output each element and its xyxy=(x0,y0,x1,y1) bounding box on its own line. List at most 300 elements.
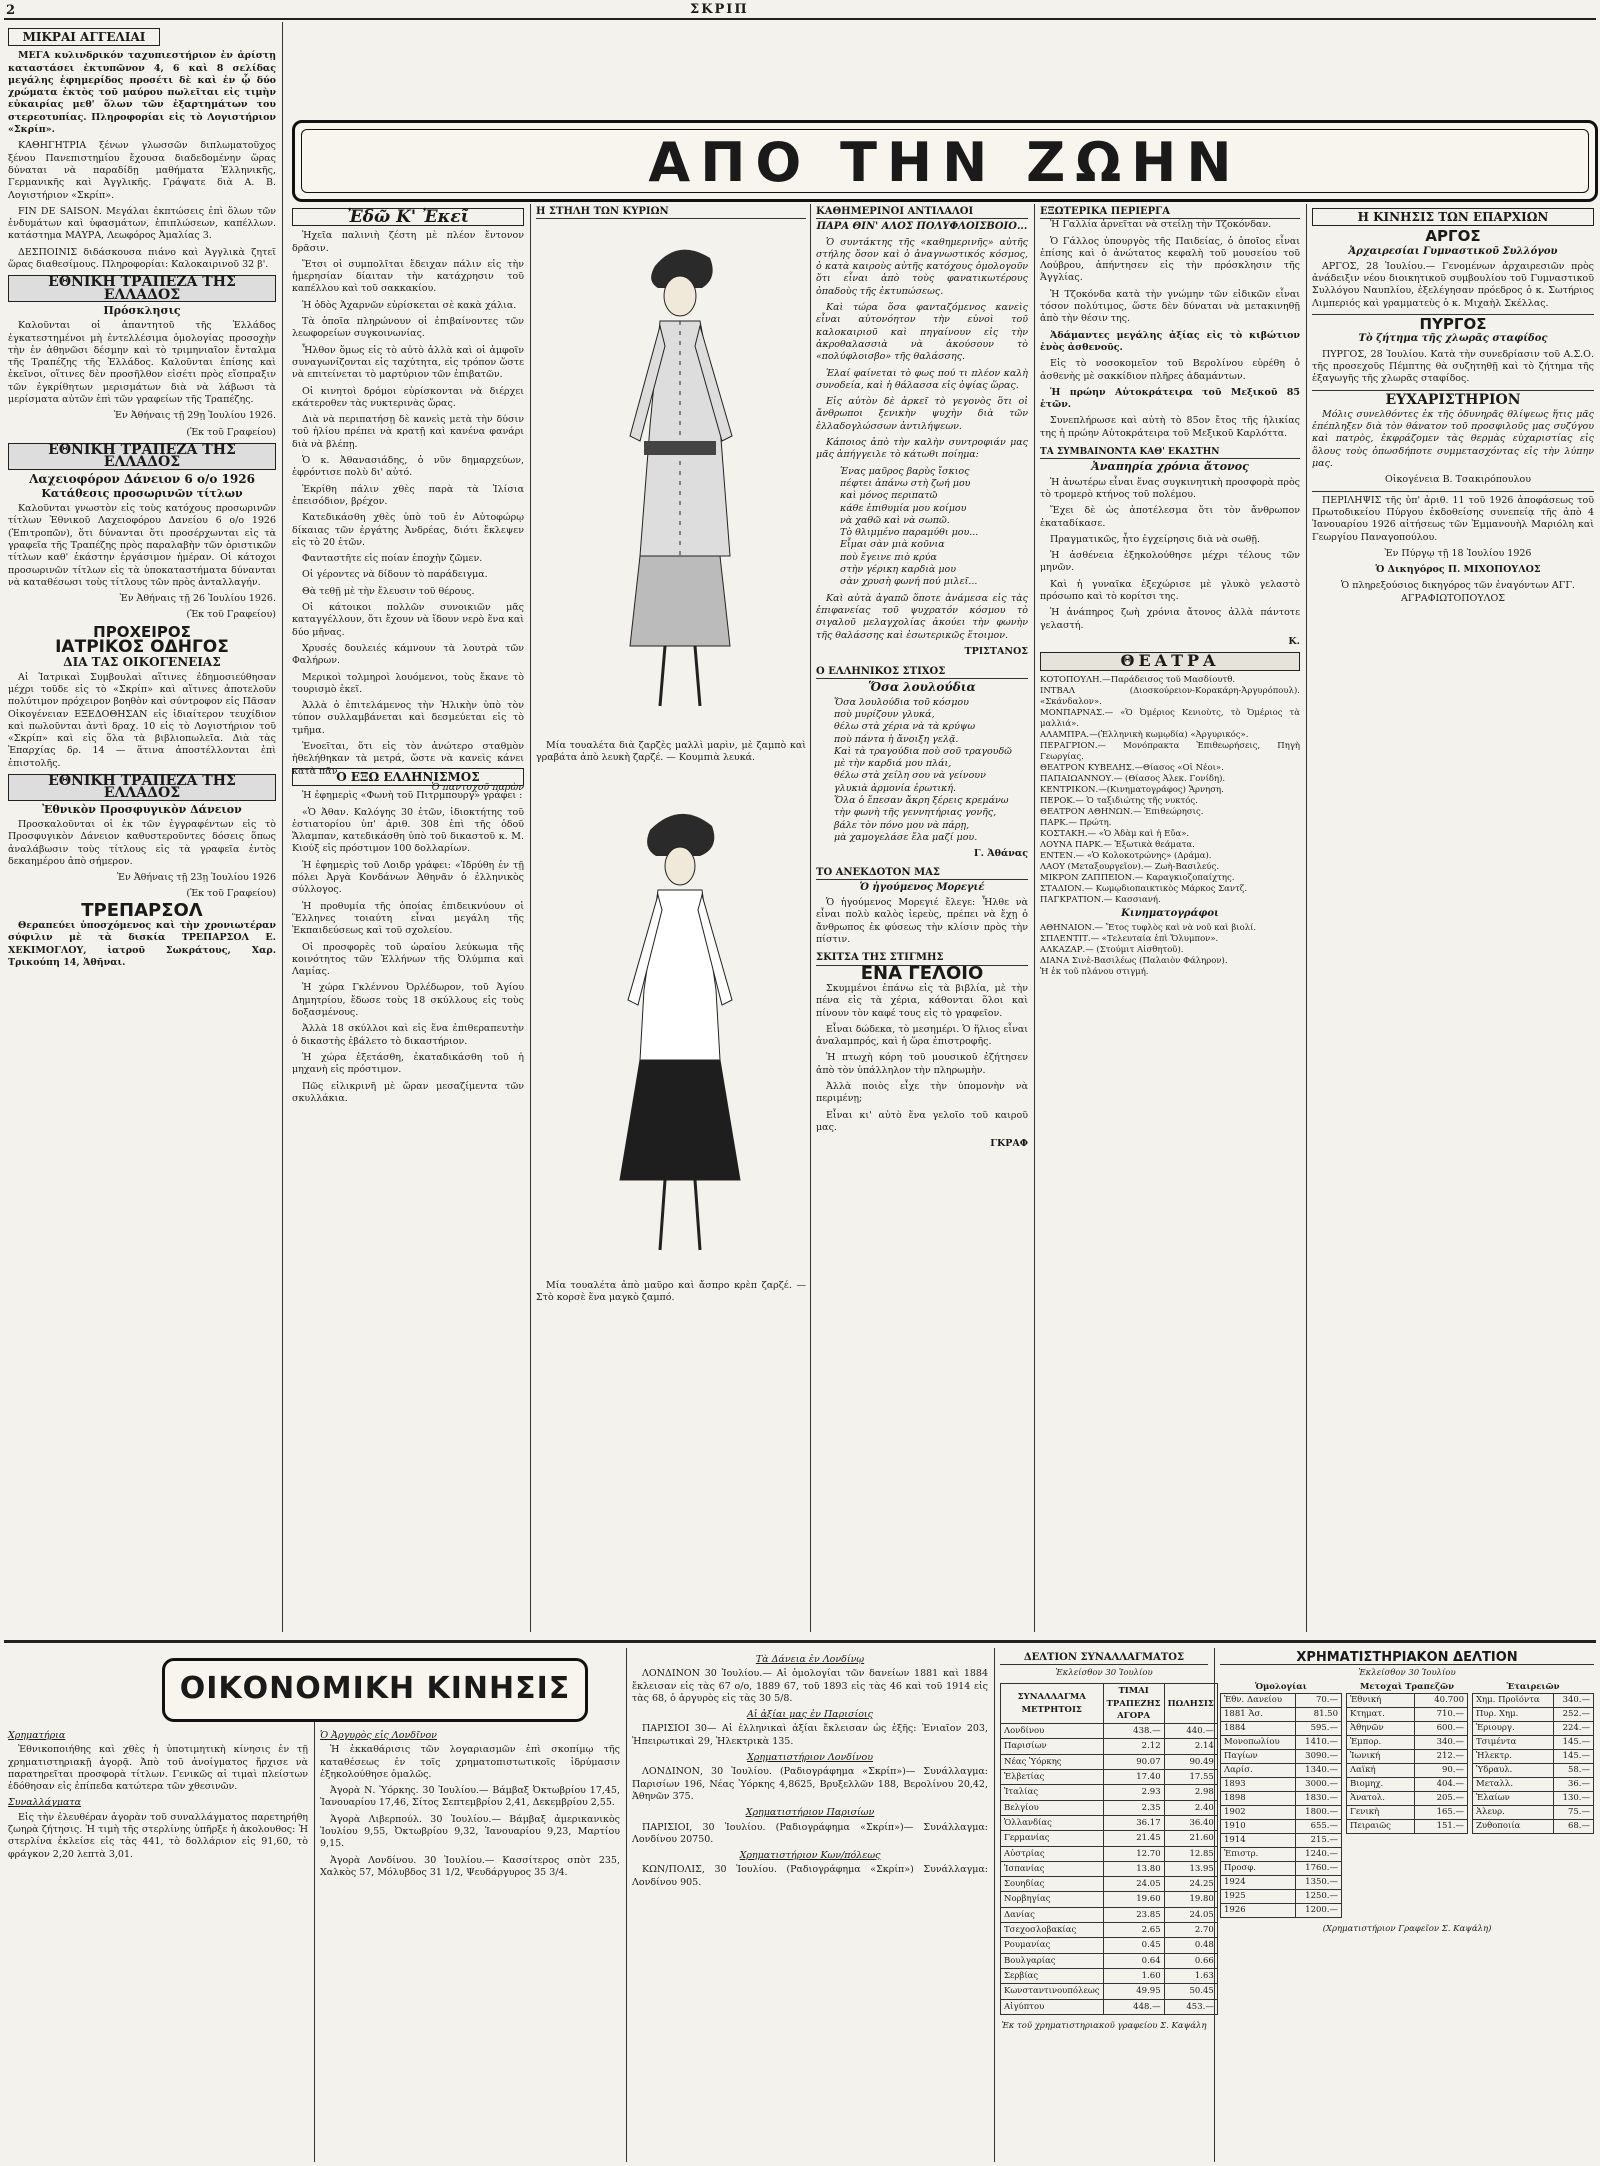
cinema-item: Ἡ ἐκ τοῦ πλάνου στιγμή. xyxy=(1040,966,1149,977)
table-cell: 2.14 xyxy=(1164,1739,1217,1754)
quote-cell: Ἰωνική xyxy=(1347,1750,1415,1764)
paragraph: Θὰ τεθῇ μὲ τὴν ἔλευσιν τοῦ θέρους. xyxy=(302,585,475,597)
quote-cell: Ἠλεκτρ. xyxy=(1473,1750,1554,1764)
deltion-footer: Ἐκ τοῦ χρηματιστηριακοῦ γραφείου Σ. Καψάλη xyxy=(1001,2020,1207,2031)
anekdoton-body: Ὁ ἡγούμενος Μορεγιέ ἔλεγε: Ἦλθε νὰ εἶναι πολὺ καλὸς ἱερεὺς, πρέπει νὰ ἔχῃ ὁ ἄνθρωπος ἐκ φύσεως τὴν κλίσιν πρὸς τὴν πίστιν. xyxy=(816,897,1028,946)
anekdoton-title: ΤΟ ΑΝΕΚΔΟΤΟΝ ΜΑΣ xyxy=(816,867,1028,880)
divider xyxy=(1306,204,1307,1632)
table-cell: Τσεχοσλοβακίας xyxy=(1001,1923,1104,1938)
theatre-item: ΠΑΓΚΡΑΤΙΟΝ.— Κασσιανή. xyxy=(1040,894,1161,905)
table-cell: Ἰταλίας xyxy=(1001,1785,1104,1800)
quote-cell: 1340.— xyxy=(1296,1764,1342,1778)
finance-col2 xyxy=(320,1726,620,2156)
thanks-signature: Οἰκογένεια Β. Τσακιρόπουλου xyxy=(1384,474,1532,486)
divider xyxy=(314,1722,315,2162)
quote-cell: 81.50 xyxy=(1296,1708,1342,1722)
poem-line: Ἐνας μαῦρος βαρὺς ἴσκιος xyxy=(840,465,970,477)
paragraph: Ἡ ἀσθένεια ἐξηκολούθησε μέχρι τέλους τῶν μηνῶν. xyxy=(1040,550,1300,574)
finance-col3-title2: Αἱ ἀξίαι μας ἐν Παρισίοις xyxy=(747,1709,873,1721)
fashion-caption-2 xyxy=(536,1280,806,1320)
table-row xyxy=(1001,1785,1218,1800)
stichos-title: Ο ΕΛΛΗΝΙΚΟΣ ΣΤΙΧΟΣ xyxy=(816,666,1028,679)
symvainta-subtitle: Ἀναπηρία χρόνια ἄτονος xyxy=(1091,460,1249,474)
table-row xyxy=(1001,1739,1218,1754)
quote-cell: 1893 xyxy=(1221,1778,1296,1792)
poem-line: ποὺ μυρίζουν γλυκά, xyxy=(834,708,935,720)
paragraph: Ἡ ἀνάπηρος ζωὴ χρόνια ἄτονος ἀλλὰ πάντοτε γελαστή. xyxy=(1040,607,1300,631)
quote-cell: 404.— xyxy=(1415,1778,1468,1792)
quote-columns xyxy=(1220,1682,1594,1918)
chrimatistiriakon-column xyxy=(1220,1650,1594,2156)
poem-line: Εἶμαι σὰν μιὰ κοῦνια xyxy=(840,539,945,551)
quote-cell: 70.— xyxy=(1296,1694,1342,1708)
table-row xyxy=(1001,1923,1218,1938)
paragraph: Εἰς αὐτὸν δὲ ἀρκεῖ τὸ γεγονὸς ὅτι οἱ ἄνθρωποι ξενικὴν ψυχὴν διὰ τῶν ἑλλαδογλώσσων ἀντιλήψεων. xyxy=(816,396,1028,432)
paragraph: Ἡ χώρα ἐξετάσθη, ἐκαταδικάσθη τοῦ ἡ μηχανὴ εἰς πρόστιμον. xyxy=(292,1051,524,1076)
deltion-table xyxy=(1000,1683,1218,2015)
theatre-item: ΜΙΚΡΟΝ ΖΑΠΠΕΙΟΝ.— Καραγκιοζοπαίχτης. xyxy=(1040,872,1235,883)
quote-cell: 1800.— xyxy=(1296,1806,1342,1820)
table-cell: 24.05 xyxy=(1103,1877,1164,1892)
quote-row xyxy=(1221,1806,1342,1820)
poem-line: βάλε τὸν πόνο μου νὰ πάρῃ, xyxy=(834,819,970,831)
bank-notice-source: (Ἐκ τοῦ Γραφείου) xyxy=(186,426,276,438)
quote-cell: 1898 xyxy=(1221,1792,1296,1806)
finance-col1-body: Ἐθνικοποιήθης καὶ χθὲς ἡ ὑποτιμητικὴ κίνησις ἐν τῇ χρηματιστηριακῇ ἀγορᾷ. Ἀπὸ τοῦ ἀνοίγματος ἤρχισε νὰ παρατηρεῖται προσφορὰ τίτλων. Γενικῶς αἱ τιμαὶ πλείστων ἐδόθησαν εἰς ἐπίπεδα κατώτερα τῶν χθεσινῶν. xyxy=(8,1744,308,1793)
pyrgos-subtitle: Τὸ ζήτημα τῆς χλωρᾶς σταφίδος xyxy=(1358,333,1548,345)
quote-cell: 1926 xyxy=(1221,1904,1296,1918)
quote-cell: 1902 xyxy=(1221,1806,1296,1820)
table-cell: 1.60 xyxy=(1103,1968,1164,1983)
loan-notice-title: ΕΘΝΙΚΗ ΤΡΑΠΕΖΑ ΤΗΣ ΕΛΛΑΔΟΣ xyxy=(8,774,276,801)
paragraph: Ἀδάμαντες μεγάλης ἀξίας εἰς τὸ κιβώτιον ἐνὸς ἀσθενοῦς. xyxy=(1040,329,1300,353)
paragraph: Συνεπλήρωσε καὶ αὐτὴ τὸ 85ον ἔτος τῆς ἡλικίας της ἡ πρώην Αὐτοκράτειρα τοῦ Μεξικοῦ Καρλόττα. xyxy=(1040,415,1300,439)
quote-cell: 1884 xyxy=(1221,1722,1296,1736)
paragraph: Φανταστῆτε εἰς ποίαν ἐποχὴν ζῶμεν. xyxy=(302,553,483,565)
edo-kei-signature: Ὁ παντοχοῦ παρὼν xyxy=(431,781,524,793)
eparchies-column xyxy=(1312,206,1594,1632)
quote-cell: Ἀλευρ. xyxy=(1473,1806,1554,1820)
loan-notice-source: (Ἐκ τοῦ Γραφείου) xyxy=(186,888,276,900)
table-cell: 21.60 xyxy=(1164,1831,1217,1846)
paragraph: Κάποιος ἀπὸ τὴν καλὴν συντροφιάν μας μᾶς ἀπήγγειλε τὸ κάτωθι ποίημα: xyxy=(816,437,1028,461)
paragraph: Ἡχεῖα παλινιὴ ζέστη μὲ πλέον ἔντονον δρᾶσιν. xyxy=(292,230,524,254)
table-cell: Νέας Ὑόρκης xyxy=(1001,1754,1104,1769)
bank-notice-body: Καλοῦνται οἱ ἀπαντητοῦ τῆς Ἑλλάδος ἐγκατεστημένοι μὴ ἐντελλέσιμα ὁμολογίας προσοχὴν τὴν ἐν ἀθηνῶσι δέσμην καὶ τὸ τριμηνιαῖον ἔνταλμα τῆς Τραπέζης τῆς Ἑλλάδος. Καλοῦνται ἐπίσης καὶ ἐκεῖνοι, οἵτινες δὲν προσῆλθον εἰσέτι πρὸς εἴσπραξιν τῶν ἐγκρίθητων μερισμάτων διὰ νὰ λάβωσι τὰ μερίσματα αὐτῶν ἐπὶ τῶν γραφείων τῆς Τραπέζης. xyxy=(8,320,276,406)
argos-subtitle: Ἀρχαιρεσίαι Γυμναστικοῦ Συλλόγου xyxy=(1348,245,1558,257)
table-cell: 24.25 xyxy=(1164,1877,1217,1892)
table-cell: 13.95 xyxy=(1164,1861,1217,1876)
theatre-item: ΘΕΑΤΡΟΝ ΑΘΗΝΩΝ.— Ἐπιθεώρησις. xyxy=(1040,806,1204,817)
finance-col2-title: Ὁ Ἀργυρὸς εἰς Λονδῖνον xyxy=(320,1730,437,1741)
table-cell: 2.70 xyxy=(1164,1923,1217,1938)
table-row xyxy=(1001,1892,1218,1907)
table-cell: Γερμανίας xyxy=(1001,1831,1104,1846)
table-cell: 21.45 xyxy=(1103,1831,1164,1846)
quote-cell: 224.— xyxy=(1554,1722,1594,1736)
quote-row xyxy=(1221,1722,1342,1736)
table-cell: 0.66 xyxy=(1164,1953,1217,1968)
left-column xyxy=(8,26,276,1626)
quote-col-title: Μετοχαὶ Τραπεζῶν xyxy=(1359,1682,1455,1693)
paragraph: Ἡ ἀνωτέρω εἶναι ἕνας συγκινητικὴ προσφορὰ πρὸς τὸ τρομερὸ κτήνος τοῦ πολέμου. xyxy=(1040,476,1300,500)
table-cell: 19.80 xyxy=(1164,1892,1217,1907)
quote-cell: 130.— xyxy=(1554,1792,1594,1806)
quote-row xyxy=(1473,1708,1594,1722)
table-row xyxy=(1001,1999,1218,2014)
paragraph: Εἶναι κι' αὐτὸ ἕνα γελοῖο τοῦ καιροῦ μας. xyxy=(816,1109,1028,1133)
stigmes-subtitle: ΕΝΑ ΓΕΛΟΙΟ xyxy=(860,962,984,984)
table-cell: 2.40 xyxy=(1164,1800,1217,1815)
table-cell: 0.64 xyxy=(1103,1953,1164,1968)
quote-cell: Ἐμπορ. xyxy=(1347,1736,1415,1750)
cinema-item: ΑΘΗΝΑΙΟΝ.— Ἔτος τυφλὸς καὶ νὰ νοῦ καὶ βιολί. xyxy=(1040,922,1257,933)
quote-cell: 212.— xyxy=(1415,1750,1468,1764)
quote-cell: Χημ. Προϊόντα xyxy=(1473,1694,1554,1708)
finance-col3-body4: ΠΑΡΙΣΙΟΙ, 30 Ἰουλίου. (Ραδιογράφημα «Σκρίπ»)— Συνάλλαγμα: Λονδίνου 20750. xyxy=(632,1821,988,1845)
caption: Μία τουαλέτα ἀπὸ μαῦρο καὶ ἄσπρο κρὲπ ζαρζέ. — Στὸ κορσὲ ἕνα μαγκὸ ζαμπό. xyxy=(536,1280,806,1304)
quote-table-c xyxy=(1472,1693,1594,1834)
paragraph: Οἱ κινητοὶ δρόμοι εὑρίσκονται νὰ διέρχει εκάτεροθεν τὰς νυκτερινὰς ὥρας. xyxy=(292,385,524,409)
paragraph: Ἡ ὁδὸς Ἀχαρνῶν εὑρίσκεται σὲ κακὰ χάλια. xyxy=(302,299,517,311)
paragraph: Ἀλλὰ ποιὸς εἶχε τὴν ὑπομονὴν νὰ περιμένῃ; xyxy=(816,1081,1028,1105)
table-cell: 1.63 xyxy=(1164,1968,1217,1983)
fashion-illustration-1 xyxy=(560,226,790,726)
quote-cell: 1881 Ἀσ. xyxy=(1221,1708,1296,1722)
table-cell: 23.85 xyxy=(1103,1907,1164,1922)
theatre-item: ΛΑΟΥ (Μεταξουργεῖον).— Ζωὴ-Βασιλεύς. xyxy=(1040,861,1220,872)
paragraph: Ἔχει δὲ ὡς ἀποτέλεσμα ὅτι τὸν ἄνθρωπον ἐκαταδίκασε. xyxy=(1040,505,1300,529)
table-cell: Δανίας xyxy=(1001,1907,1104,1922)
paragraph: Καὶ τώρα ὅσα φανταζόμενος κανεὶς εἶναι αὐτονόητον τὴν εὐνοὶ τοῦ καλοκαιριοῦ καὶ πηγαίνουν εἰς τὴν ἀκροθαλασσιὰ νὰ ἀκούσουν τὸ «πολύφλοισβο» τῆς θαλάσσης. xyxy=(816,302,1028,363)
quote-cell: Λαρίσ. xyxy=(1221,1764,1296,1778)
quote-cell: 1924 xyxy=(1221,1876,1296,1890)
table-cell: Ὁλλανδίας xyxy=(1001,1815,1104,1830)
table-cell: 36.17 xyxy=(1103,1815,1164,1830)
finance-col3 xyxy=(632,1650,988,2156)
table-cell: Παρισίων xyxy=(1001,1739,1104,1754)
table-cell: 19.60 xyxy=(1103,1892,1164,1907)
chrimatistiriakon-title: ΧΡΗΜΑΤΙΣΤΗΡΙΑΚΟΝ ΔΕΛΤΙΟΝ xyxy=(1220,1652,1594,1665)
quote-row xyxy=(1221,1862,1342,1876)
paragraph: Καὶ ἡ γυναῖκα ἐξεχώρισε μὲ γλυκὸ γελαστὸ πρόσωπο καὶ τὸ κορίτσι της. xyxy=(1040,578,1300,603)
bank-notice-signature: Ἐν Ἀθήναις τῇ 29ῃ Ἰουλίου 1926. xyxy=(113,410,276,422)
paragraph: Καὶ αὐτὰ ἀγαπῶ ὅποτε ἀνάμεσα εἰς τὰς ἐπιφανείας τοῦ ψυχρατόν κόσμου τὸ σιγαλοῦ μελαγχολίας ἀκούει τὴν φωνὴν τῆς θαλάσσης καὶ ἐσωτερικῶς ἕτοιμον. xyxy=(816,592,1028,641)
table-row xyxy=(1001,1877,1218,1892)
page-number: 2 xyxy=(6,3,16,18)
quote: Ἀγορὰ Ν. Ὑόρκης. 30 Ἰουλίου.— Βάμβαξ Ὀκτωβρίου 17,45, Ἰανουαρίου 17,46, Σίτος Σεπτεμβρίου 2,41, Δεκεμβρίου 2,55. xyxy=(320,1785,620,1809)
classified-ad: FIN DE SAISON. Μεγάλαι ἐκπτώσεις ἐπὶ ὅλων τῶν ἐνδυμάτων καὶ ὑφασμάτων, ἐπιπλώσεων, καπέλλων. κατάστημα ΜΑΥΡΑ, Λεωφόρος Ἀμαλίας 3. xyxy=(8,205,276,242)
quote-row xyxy=(1473,1778,1594,1792)
paragraph: Ὁ συντάκτης τῆς «καθημερινῆς» αὐτῆς στήλης ὅσον καὶ ὁ ἀναγνωστικός κόσμος, ὁ κατὰ καιροὺς αὐτῆς κατόχους ὁμολογοῦν ὅτι εἶναι ἀπὸ τοὺς φανατικωτέρους ὀπαδοὺς τῆς ἐκτυπώσεως. xyxy=(816,236,1028,297)
table-cell: 440.— xyxy=(1164,1724,1217,1739)
paragraph: Ἔτσι οἱ συμπολῖται ἔδειχαν πάλιν εἰς τὴν ἡμερησίαν δίαιταν τὴν κατάχρησιν τοῦ καπέλλου καὶ τοῦ σακκακίου. xyxy=(292,258,524,295)
quote-row xyxy=(1347,1806,1468,1820)
quote-cell: Μονοπωλίου xyxy=(1221,1736,1296,1750)
bank-notice-signature: Ἐν Ἀθήναις τῇ 26 Ἰουλίου 1926. xyxy=(119,593,276,605)
quote-row xyxy=(1473,1694,1594,1708)
quote-row xyxy=(1473,1792,1594,1806)
theatre-item: ΣΤΑΔΙΟΝ.— Κωμῳδιοπαικτικὸς Μάρκος Σαντζ. xyxy=(1040,883,1248,894)
table-row xyxy=(1001,1754,1218,1769)
table-cell: 17.40 xyxy=(1103,1770,1164,1785)
quote-row xyxy=(1221,1876,1342,1890)
quote-cell: 151.— xyxy=(1415,1820,1468,1834)
finance-col3-body1: ΛΟΝΔΙΝΟΝ 30 Ἰουλίου.— Αἱ ὁμολογίαι τῶν δανείων 1881 καὶ 1884 ἔκλεισαν εἰς τὰς 67 ο/ο, 1889 67, τοῦ 1893 εἰς τὰς 46 καὶ τοῦ 1914 εἰς τὰς 68, ὁ ἀργυρὸς εἰς τὰς 30 5/8. xyxy=(632,1668,988,1704)
oikonomiki-title: ΟΙΚΟΝΟΜΙΚΗ ΚΙΝΗΣΙΣ xyxy=(179,1671,571,1706)
quote-cell: Ἐπιστρ. xyxy=(1221,1848,1296,1862)
pyrgos-title: ΠΥΡΓΟΣ xyxy=(1312,314,1594,330)
quote-cell: 165.— xyxy=(1415,1806,1468,1820)
quote-cell: 1240.— xyxy=(1296,1848,1342,1862)
edo-kei-title: Ἐδῶ Κ' Ἐκεῖ xyxy=(292,208,524,226)
quote: Ἀγορὰ Λιβερπούλ. 30 Ἰουλίου.— Βάμβαξ ἀμερικανικὸς Ἰουλίου 9,55, Ὀκτωβρίου 9,32, Ἰανουαρίου 9,23, Μαρτίου 9,15. xyxy=(320,1813,620,1850)
table-row xyxy=(1001,1968,1218,1983)
bank-notice-title: ΕΘΝΙΚΗ ΤΡΑΠΕΖΑ ΤΗΣ ΕΛΛΑΔΟΣ xyxy=(8,275,276,302)
paragraph: Ἑλαί φαίνεται τὸ φως πού τι πλέον καλὴ συνοδεία, καὶ ἡ θάλασσα εἰς ὀψίας ὥρας. xyxy=(816,367,1028,391)
table-header: ΤΙΜΑΙ ΤΡΑΠΕΖΗΣ ΑΓΟΡΑ xyxy=(1103,1684,1164,1724)
quote-col-title: Ἑταιρειῶν xyxy=(1506,1682,1560,1693)
quote-table-a xyxy=(1220,1693,1342,1918)
paragraph: Διὰ νὰ περιπατήσῃ δὲ κανεὶς μετὰ τὴν δύσιν τοῦ ἡλίου πρέπει νὰ κρατῇ καὶ κανένα φανάρι διὰ νὰ βλέπῃ. xyxy=(292,414,524,450)
bank-notice-subtitle: Πρόσκλησις xyxy=(103,303,181,317)
table-cell: Λονδίνου xyxy=(1001,1724,1104,1739)
quote-row xyxy=(1473,1736,1594,1750)
trepar-body: Θεραπεύει ὑποσχόμενος καὶ τὴν χρονιωτέραν σύφιλιν μὲ τὰ δισκία ΤΡΕΠΑΡΣΟΛ Ε. ΧΕΚΙΜΟΓΛΟΥ, ἰατροῦ Σωκράτους, Χαρ. Τρικούπη 14, Ἀθῆναι. xyxy=(8,920,276,968)
deltion-date: Ἐκλείσθον 30 Ἰουλίου xyxy=(1055,1668,1153,1679)
bank-notice-title: ΕΘΝΙΚΗ ΤΡΑΠΕΖΑ ΤΗΣ ΕΛΛΑΔΟΣ xyxy=(8,443,276,470)
quote-row xyxy=(1347,1694,1468,1708)
finance-col1-body2: Εἰς τὴν ἐλευθέραν ἀγορὰν τοῦ συναλλάγματος παρετηρήθη ζωηρὰ ζήτησις. Ἡ τιμὴ τῆς στερλίνης ὑπῆρξε ἡ ἀκολουθος: Ἡ στερλίνα ἐκλείσε εἰς τὰς 441, τὸ δολλάριον εἰς 91,60, τὸ φράγκον 2,20 λεπτὰ 3,01. xyxy=(8,1811,308,1860)
quote-cell: 1350.— xyxy=(1296,1876,1342,1890)
paragraph: Ἦλθον ὅμως εἰς τὸ αὐτὸ ἀλλὰ καὶ οἱ ἀμφοῖν συναγωνίζονται εἰς ταχύτητα, εἰς τρόπον ὥστε νὰ επιτείνεται τὸ μαρτύριον τῶν ἐπιβατῶν. xyxy=(292,344,524,381)
paragraph: Πραγματικῶς, ἦτο ἐγχείρησις διὰ νὰ σωθῇ. xyxy=(1050,533,1261,545)
quote-cell: Βιομηχ. xyxy=(1347,1778,1415,1792)
table-cell: 2.65 xyxy=(1103,1923,1164,1938)
quote-cell: 145.— xyxy=(1554,1736,1594,1750)
table-cell: Αὐστρίας xyxy=(1001,1846,1104,1861)
bank-notice-subtitle2: Κατάθεσις προσωρινῶν τίτλων xyxy=(41,486,243,500)
quote-cell: Τσιμέντα xyxy=(1473,1736,1554,1750)
poem-line: ποὺ ἔγεινε πιὸ κρύα xyxy=(840,551,937,563)
poem-line: τὴν φωνὴ τῆς γεννητήριας γονῆς, xyxy=(834,807,997,819)
table-row xyxy=(1001,1800,1218,1815)
quote-row xyxy=(1221,1904,1342,1918)
quote-cell: Λαϊκή xyxy=(1347,1764,1415,1778)
cinema-title: Κινηματογράφοι xyxy=(1121,907,1219,919)
quote-cell: Γενικὴ xyxy=(1347,1806,1415,1820)
symvainta-signature: Κ. xyxy=(1288,635,1300,647)
finance-col3-body5: ΚΩΝ/ΠΟΛΙΣ, 30 Ἰουλίου. (Ραδιογράφημα «Σκρίπ») Συνάλλαγμα: Λονδίνου 905. xyxy=(632,1864,988,1888)
theatre-item: ΜΟΝΠΑΡΝΑΣ.— «Ὁ Ὀμέριος Κενιοὺτς, τὸ Ὀμέριος τὰ μαλλιά». xyxy=(1040,707,1300,729)
eparchies-title: Η ΚΙΝΗΣΙΣ ΤΩΝ ΕΠΑΡΧΙΩΝ xyxy=(1312,208,1594,226)
finance-col3-title1: Τὰ Δάνεια ἐν Λονδίνῳ xyxy=(755,1654,865,1665)
quote-row xyxy=(1347,1792,1468,1806)
quote-cell: 1910 xyxy=(1221,1820,1296,1834)
exoteriki-column xyxy=(1040,206,1300,1632)
paragraph: Ἀλλὰ 18 σκύλλοι καὶ εἰς ἕνα ἐπιθεραπευτὴν ὁ δικαστὴς ἐβάλετο τὸ δικαστήριον. xyxy=(292,1023,524,1047)
bank-notice-body: Καλοῦνται γνωστὸν εἰς τοὺς κατόχους προσωρινῶν τίτλων Ἐθνικοῦ Λαχειοφόρου Δανείου 6 ο/ο 1926 (Ἐπιτροπῶν), ὅτι δύνανται ὅτι προσέρχωνται εἰς τὰ γραφεῖα τῆς Τραπέζης πρὸς παραλαβὴν τῶν ὁριστικῶν τίτλων καθ' ἑκάστην ἐργάσιμον ἡμέραν. Οἱ κάτοχοι προσωρινῶν τίτλων εἰς τὰ ὑποκαταστήματα δύνανται νὰ καταθέσωσι τοὺς τίτλους τῶν πρὸς ἀνταλλαγήν. xyxy=(8,503,276,588)
paragraph: Οἱ κάτοικοι πολλῶν συνοικιῶν μᾶς καταγγέλλουν, ὅτι ἔχουν νὰ ἴδουν νερὸ ἕνα καὶ δύο μῆνας. xyxy=(292,602,524,638)
table-cell: 49.95 xyxy=(1103,1984,1164,1999)
table-row xyxy=(1001,1907,1218,1922)
theatre-item: ΛΟΥΝΑ ΠΑΡΚ.— Ἐξωτικὰ θεάματα. xyxy=(1040,839,1195,850)
quote-row xyxy=(1221,1820,1342,1834)
notary: Ὁ Δικηγόρος Π. ΜΙΧΟΠΟΥΛΟΣ xyxy=(1375,564,1541,576)
quote-cell: 600.— xyxy=(1415,1722,1468,1736)
cinema-item: ΑΛΚΑΖΑΡ.— (Στούμιτ Αἰσθητοῦ). xyxy=(1040,944,1184,955)
table-cell: 0.45 xyxy=(1103,1938,1164,1953)
table-row xyxy=(1001,1815,1218,1830)
antilaloi-signature: ΤΡΙΣΤΑΝΟΣ xyxy=(964,645,1028,657)
antilaloi-subtitle: ΠΑΡΑ ΘΙΝ' ΑΛΟΣ ΠΟΛΥΦΛΟΙΣΒΟΙΟ... xyxy=(816,221,1028,233)
apo-tin-zoi-banner xyxy=(292,120,1598,202)
table-row xyxy=(1001,1861,1218,1876)
quote-row xyxy=(1347,1708,1468,1722)
divider xyxy=(1214,1648,1215,2162)
exo-ellinismos-column xyxy=(292,766,524,1632)
theatre-item: ΠΕΡΑΓΡΙΟΝ.— Μονόπρακτα Ἐπιθεωρήσεις, Πηγὴ Γεωργίας. xyxy=(1040,740,1300,762)
theatre-item: ΘΕΑΤΡΟΝ ΚΥΒΕΛΗΣ.—Θίασος «Οἱ Νέοι». xyxy=(1040,762,1224,773)
quote-row xyxy=(1221,1778,1342,1792)
table-row xyxy=(1001,1831,1218,1846)
paragraph: Ἀλλὰ ὁ ἐπιτελάμενος τὴν Ἠλικὴν ὑπὸ τὸν τύπον συλλαμβάνεται καὶ δεσμεύεται εἰς τὸ τμῆμα. xyxy=(292,700,524,736)
finance-col2-body: Ἡ ἐκκαθάρισις τῶν λογαριασμῶν ἐπὶ σκοπίμῳ τῆς καταθέσεως ἐν τοῖς χρηματοπιστωτικοῖς ἱδρύμασιν ἐξηκολούθησε ὁμαλῶς. xyxy=(320,1744,620,1780)
finance-col3-body3: ΛΟΝΔΙΝΟΝ, 30 Ἰουλίου. (Ραδιογράφημα «Σκρίπ»)— Συνάλλαγμα: Παρισίων 196, Νέας Ὑόρκης 4,8625, Βρυξελλῶν 188, Βερολίνου 20,42, Ἀθηνῶν 375. xyxy=(632,1766,988,1802)
quote-col-b xyxy=(1346,1682,1468,1918)
table-cell: Βελγίου xyxy=(1001,1800,1104,1815)
poem-line: μὰ χαμογελάσε ἔλα μαζί μου. xyxy=(834,831,978,843)
paragraph: Ἡ πρώην Αὐτοκράτειρα τοῦ Μεξικοῦ 85 ἐτῶν. xyxy=(1040,386,1300,411)
finance-col1-sub: Συναλλάγματα xyxy=(8,1797,82,1809)
theatre-item: ΑΛΑΜΠΡΑ.—(Ἑλληνικὴ κωμῳδία) «Ἀργυρικός». xyxy=(1040,729,1249,740)
paragraph: Ἡ Τζοκόνδα κατὰ τὴν γνώμην τῶν εἰδικῶν εἶναι τόσον πολύτιμος, ὥστε δὲν δύναται νὰ μετακινηθῇ ἀπὸ τὴν θέσιν της. xyxy=(1040,288,1300,325)
poem-line: πέφτει ἀπάνω στὴ ζωή μου xyxy=(840,477,971,489)
quote-cell: 3000.— xyxy=(1296,1778,1342,1792)
quote-cell: 1410.— xyxy=(1296,1736,1342,1750)
thanks-body: Μόλις συνελθόντες ἐκ τῆς ὀδυνηρᾶς θλίψεως ἥτις μᾶς ἐπέπληξεν διὰ τὸν θάνατον τοῦ προσφιλοῦς μας συζύγου καὶ πατρὸς, ἐκφράζομεν τὰς θερμὰς εὐχαριστίας εἰς ὅλους τοὺς ὁπωσδήποτε συμμετασχόντας εἰς τὴν λύπην μας. xyxy=(1312,408,1594,470)
quote-row xyxy=(1221,1848,1342,1862)
table-cell: Ρουμανίας xyxy=(1001,1938,1104,1953)
table-cell: 12.70 xyxy=(1103,1846,1164,1861)
quote-row xyxy=(1347,1722,1468,1736)
quote-cell: Παγίων xyxy=(1221,1750,1296,1764)
divider xyxy=(626,1648,627,2162)
quote-cell: Πυρ. Χημ. xyxy=(1473,1708,1554,1722)
stichos-signature: Γ. Ἀθάνας xyxy=(973,848,1028,860)
theatre-item: ΚΟΤΟΠΟΥΛΗ.—Παράδεισος τοῦ Μασδίουτθ. xyxy=(1040,674,1236,685)
antilaloi-poem xyxy=(840,466,1028,589)
cinema-list xyxy=(1040,923,1300,978)
table-cell: 438.— xyxy=(1103,1724,1164,1739)
theatre-item: ΠΑΠΑΙΩΑΝΝΟΥ.— (Θίασος Ἀλεκ. Γονίδη). xyxy=(1040,773,1226,784)
quote-cell: 145.— xyxy=(1554,1750,1594,1764)
paragraph: Εἶναι δώδεκα, τὸ μεσημέρι. Ὁ ἥλιος εἶναι ἀναλαμπρός, καὶ ἡ ὥρα ἐπιστροφῆς. xyxy=(816,1023,1028,1048)
poem-line: γλυκιὰ ἀρμονία ἐρωτική. xyxy=(834,782,957,794)
stigmes-signature: ΓΚΡΑΦ xyxy=(990,1138,1028,1150)
paragraph: Ἐκρίθη πάλιν χθὲς παρὰ τὰ Ἱλίσια ἐπεισόδιον, βρέχον. xyxy=(292,483,524,507)
divider xyxy=(1034,204,1035,1632)
exo-ellinismos-title: Ο ΕΞΩ ΕΛΛΗΝΙΣΜΟΣ xyxy=(292,768,524,786)
theatre-item: ΚΟΣΤΑΚΗ.— «Ὁ Ἀδὰμ καὶ ἡ Εὔα». xyxy=(1040,828,1190,839)
quote-cell: 1250.— xyxy=(1296,1890,1342,1904)
edo-kei-body xyxy=(292,230,524,778)
paragraph: Ἡ χώρα Γκλέννου Ὀρλέδωρον, τοῦ Ἀγίου Δημητρίου, ἔδωσε τοὺς 18 σκύλλους εἰς τοὺς δοξασμένους. xyxy=(292,982,524,1019)
table-row xyxy=(1001,1846,1218,1861)
antilaloi-title: ΚΑΘΗΜΕΡΙΝΟΙ ΑΝΤΙΛΑΛΟΙ xyxy=(816,206,1028,219)
table-cell: 2.93 xyxy=(1103,1785,1164,1800)
paragraph: Ὁ κ. Ἀθανασιάδης, ὁ νῦν δημαρχεύων, ἐφρόντισε πολὺ δι' αὐτό. xyxy=(292,455,524,479)
quote-cell: Ζυθοποιία xyxy=(1473,1820,1554,1834)
table-cell: 453.— xyxy=(1164,1999,1217,2014)
anekdoton-subtitle: Ὁ ἡγούμενος Μορεγιέ xyxy=(859,881,985,893)
deltion-title: ΔΕΛΤΙΟΝ ΣΥΝΑΛΛΑΓΜΑΤΟΣ xyxy=(1000,1652,1208,1665)
quote-cell: 58.— xyxy=(1554,1764,1594,1778)
quote-row xyxy=(1221,1834,1342,1848)
trepar-title: ΤΡΕΠΑΡΣΟΛ xyxy=(81,899,203,921)
theatra-title: ΘΕΑΤΡΑ xyxy=(1040,652,1300,670)
divider xyxy=(810,204,811,1632)
symvainta-title: ΤΑ ΣΥΜΒΑΙΝΟΝΤΑ ΚΑΘ' ΕΚΑΣΤΗΝ xyxy=(1040,446,1300,459)
poem-line: στὴν γέρικη καρδιὰ μου xyxy=(840,564,957,576)
loan-notice-body: Προσκαλοῦνται οἱ ἐκ τῶν ἐγγραφέντων εἰς τὸ Προσφυγικὸν Δάνειον καθυστεροῦντες δόσεις ὅπως ἀναλάβωσιν τοὺς τίτλους εἰς τὰ γραφεῖα ἐντὸς δεκαημέρου ἀπὸ σήμερον. xyxy=(8,818,276,867)
chrimatistiriakon-date: Ἐκλείσθον 30 Ἰουλίου xyxy=(1358,1668,1456,1679)
deltion-column xyxy=(1000,1650,1214,2156)
notary2: Ὁ πληρεξούσιος δικηγόρος τῶν ἐναγόντων ΑΓΓ. ΑΓΡΑΦΙΩΤΟΠΟΥΛΟΣ xyxy=(1341,580,1575,604)
quote-table-b xyxy=(1346,1693,1468,1834)
poem-line: Ὅλα ὁ ἔπεσαν ἄκρη ξέρεις κρεμάνω xyxy=(834,795,1009,807)
table-row xyxy=(1001,1770,1218,1785)
stichos-subtitle: Ὅσα λουλούδια xyxy=(868,680,976,695)
table-cell: 448.— xyxy=(1103,1999,1164,2014)
fashion-caption-1 xyxy=(536,740,806,788)
paragraph: Σκυμμένοι ἐπάνω εἰς τὰ βιβλία, μὲ τὴν πένα εἰς τὰ χέρια, κάθονται ὅλοι καὶ πίνουν τὸν καφέ τους εἰς τὸ γραφεῖον. xyxy=(816,982,1028,1019)
quote-row xyxy=(1473,1750,1594,1764)
theatre-item: ΚΕΝΤΡΙΚΟΝ.—(Κινηματογράφος) Ἄρνηση. xyxy=(1040,784,1224,795)
quote-row xyxy=(1347,1736,1468,1750)
loan-notice-subtitle: Ἐθνικὸν Προσφυγικὸν Δάνειον xyxy=(42,802,242,816)
quote-cell: 205.— xyxy=(1415,1792,1468,1806)
theatre-item: ΙΝΤΒΑΛ (Διοσκούρειον-Κορακάρη-Ἀργυρόπουλ). «Σκάνδαλον». xyxy=(1040,685,1300,707)
quote: Ἀγορὰ Λονδίνου. 30 Ἰουλίου.— Κασσίτερος σπὸτ 235, Χαλκὸς 57, Μόλυβδος 31 1/2, Ψευδάργυρος 35 3/4. xyxy=(320,1854,620,1878)
quote-cell: Μεταλλ. xyxy=(1473,1778,1554,1792)
table-cell: 2.12 xyxy=(1103,1739,1164,1754)
theatra-list xyxy=(1040,675,1300,906)
bank-notice-source: (Ἐκ τοῦ Γραφείου) xyxy=(186,609,276,621)
table-header: ΠΩΛΗΣΙΣ xyxy=(1164,1684,1217,1724)
masthead-rule xyxy=(4,18,1596,20)
paragraph: Οἱ προσφορὲς τοῦ ὡραίου λεύκωμα τῆς κοινότητος τῶν Ἑλλήνων τῆς Ὀλύμπια καὶ Λαμίας. xyxy=(292,941,524,978)
table-cell: 12.85 xyxy=(1164,1846,1217,1861)
pyrgos-body: ΠΥΡΓΟΣ, 28 Ἰουλίου. Κατὰ τὴν συνεδρίασιν τοῦ Α.Σ.Ο. τῆς προσεχοῦς Πέμπτης θὰ συζητηθῇ καὶ τὸ ζήτημα τῆς ἐξαγωγῆς τῆς χλωρᾶς σταφίδος. xyxy=(1312,348,1594,385)
poem-line: Καὶ τὰ τραγούδια ποὺ σοῦ τραγουδῶ xyxy=(834,745,1012,757)
quote-cell: Πειραιῶς xyxy=(1347,1820,1415,1834)
quote-row xyxy=(1473,1806,1594,1820)
table-cell: Ἑλβετίας xyxy=(1001,1770,1104,1785)
quote-cell: 1830.— xyxy=(1296,1792,1342,1806)
poem-line: κάθε ἐπιθυμία μου κοίμου xyxy=(840,502,967,514)
finance-col3-body2: ΠΑΡΙΣΙΟΙ 30— Αἱ ἑλληνικαὶ ἀξίαι ἔκλεισαν ὡς ἑξῆς: Ἐνιαῖον 203, Ἠπειρωτικαὶ 29, Ἠλεκτρικὰ 135. xyxy=(632,1723,988,1747)
quote-row xyxy=(1221,1750,1342,1764)
quote-cell: Ἐλαίων xyxy=(1473,1792,1554,1806)
quote-row xyxy=(1221,1694,1342,1708)
paragraph: Μερικοὶ τολμηροὶ λουόμενοι, τοὺς ἔκανε τὸ τουρισμὸ ἐκεῖ. xyxy=(292,671,524,695)
table-row xyxy=(1001,1984,1218,1999)
table-cell: Σουηδίας xyxy=(1001,1877,1104,1892)
table-cell: Ἰσπανίας xyxy=(1001,1861,1104,1876)
table-header: ΣΥΝΑΛΛΑΓΜΑ ΜΕΤΡΗΤΟΙΣ xyxy=(1001,1684,1104,1724)
quote-row xyxy=(1473,1764,1594,1778)
